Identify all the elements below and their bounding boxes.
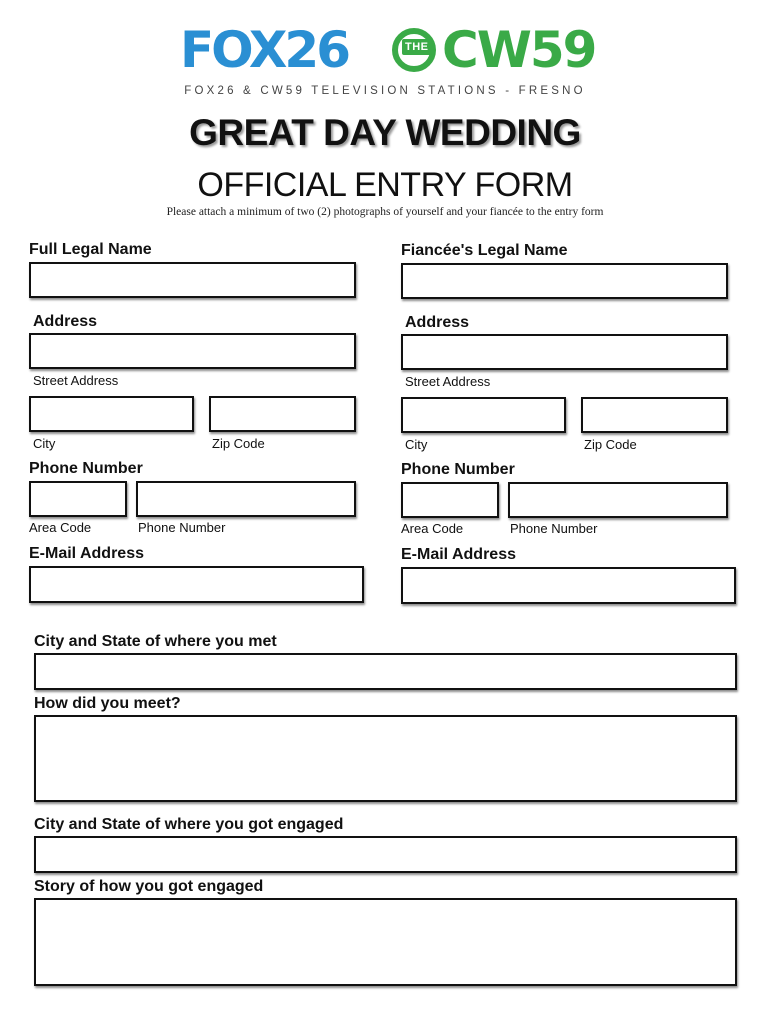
zip-code-label-right: Zip Code (584, 437, 637, 452)
email-field-right[interactable] (401, 567, 736, 604)
address-label-left: Address (33, 313, 98, 330)
email-field-left[interactable] (29, 566, 364, 603)
phone-number-label-right: Phone Number (401, 461, 515, 478)
city-label-right: City (405, 437, 428, 452)
address-label-right: Address (405, 314, 470, 331)
area-code-label-left: Area Code (29, 520, 92, 535)
street-address-label-right: Street Address (405, 374, 491, 389)
cw-the-badge: THE (402, 39, 432, 55)
street-address-label-left: Street Address (33, 373, 119, 388)
phone-number-field-left[interactable] (136, 481, 356, 517)
engaged-city-state-label: City and State of where you got engaged (34, 816, 344, 833)
stations-tagline: FOX26 & CW59 TELEVISION STATIONS - FRESNO (184, 85, 586, 97)
area-code-field-right[interactable] (401, 482, 499, 518)
phone-number-field-right[interactable] (508, 482, 728, 518)
zip-code-field-right[interactable] (581, 397, 728, 433)
email-label-right: E-Mail Address (401, 546, 516, 563)
full-legal-name-field[interactable] (29, 262, 356, 298)
fiancee-legal-name-label: Fiancée's Legal Name (401, 242, 568, 259)
phone-number-label-left: Phone Number (29, 460, 143, 477)
city-field-right[interactable] (401, 397, 566, 433)
phone-subnumber-label-right: Phone Number (510, 521, 598, 536)
page-subtitle: OFFICIAL ENTRY FORM (197, 166, 573, 204)
zip-code-label-left: Zip Code (212, 436, 265, 451)
area-code-label-right: Area Code (401, 521, 464, 536)
engaged-city-state-field[interactable] (34, 836, 737, 873)
area-code-field-left[interactable] (29, 481, 127, 517)
street-address-field-left[interactable] (29, 333, 356, 369)
met-city-state-field[interactable] (34, 653, 737, 690)
engaged-story-field[interactable] (34, 898, 737, 986)
cw-logo-text: CW59 (442, 21, 596, 79)
phone-subnumber-label-left: Phone Number (138, 520, 226, 535)
page-title: GREAT DAY WEDDING (189, 112, 581, 153)
city-field-left[interactable] (29, 396, 194, 432)
engaged-story-label: Story of how you got engaged (34, 878, 264, 895)
zip-code-field-left[interactable] (209, 396, 356, 432)
street-address-field-right[interactable] (401, 334, 728, 370)
instructions-text: Please attach a minimum of two (2) photographs of yourself and your fiancée to the entry form (166, 206, 604, 218)
city-label-left: City (33, 436, 56, 451)
fiancee-legal-name-field[interactable] (401, 263, 728, 299)
how-met-label: How did you meet? (34, 695, 181, 712)
email-label-left: E-Mail Address (29, 545, 144, 562)
full-legal-name-label: Full Legal Name (29, 241, 152, 258)
how-met-field[interactable] (34, 715, 737, 802)
met-city-state-label: City and State of where you met (34, 633, 277, 650)
fox26-logo: FOX26 (180, 21, 349, 79)
